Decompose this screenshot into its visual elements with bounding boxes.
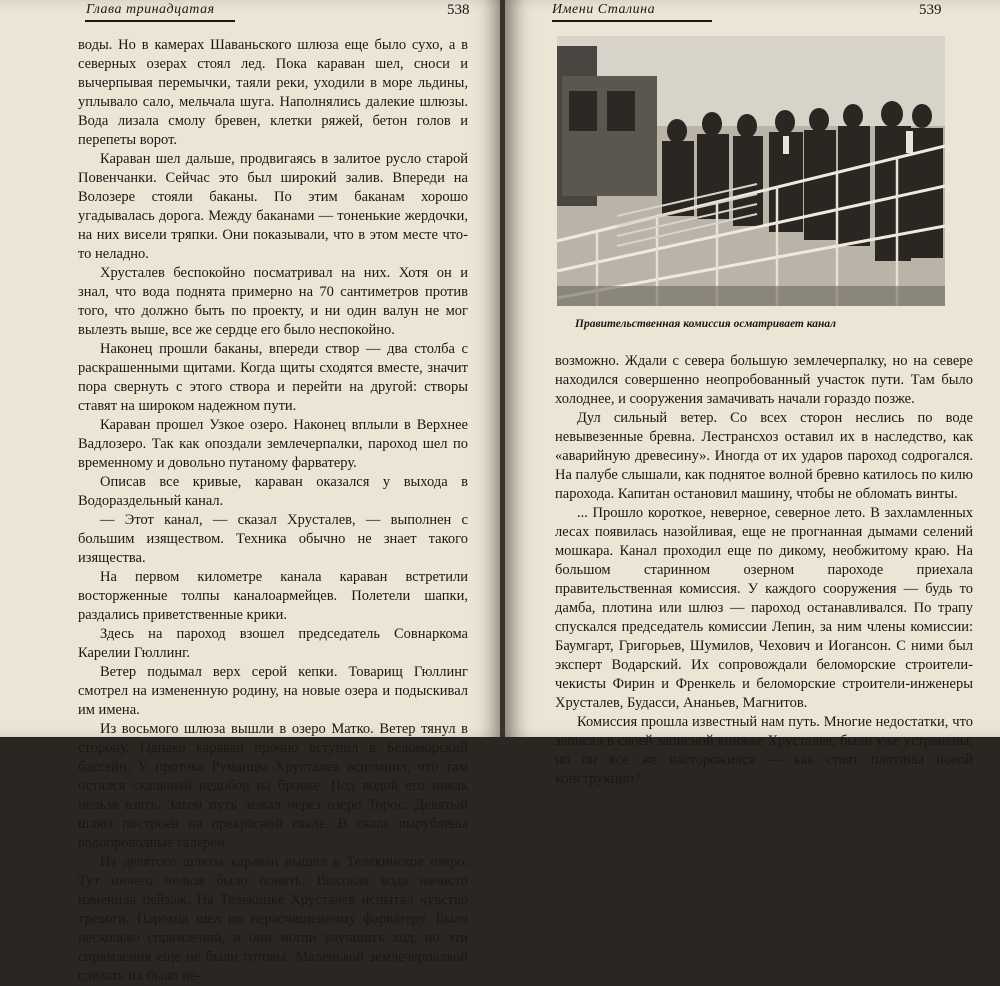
right-header-rule [552, 20, 712, 22]
paragraph: Дул сильный ветер. Со всех сторон неслись по воде невывезенные бревна. Лестрансхоз оставил их в наследство, как «аварийную древесину». Иногда от их ударов пароход содрогался. На палубе слышали, как поднятое волной бревно катилось по килю парохода. Капитан остановил машину, чтобы не обломать винты. [555, 410, 973, 502]
paragraph: Комиссия прошла известный нам путь. Многие недостатки, что записал в своей записной книжке Хрусталев, были уже устранены, но он все же насторожился — как стоят плотины новой конструкции? [555, 714, 973, 787]
commission-photo [557, 36, 945, 306]
left-running-head: Глава тринадцатая [86, 2, 215, 17]
paragraph: возможно. Ждали с севера большую землечерпалку, но на севере находился совершенно неопробованный участок пути. Там было холоднее, и сооружения замачивать начали гораздо позже. [555, 353, 973, 407]
photo-caption: Правительственная комиссия осматривает канал [575, 318, 837, 330]
right-running-head: Имени Сталина [552, 2, 656, 17]
right-page-text [555, 352, 973, 789]
paragraph: воды. Но в камерах Шаваньского шлюза еще было сухо, а в северных озерах стоял лед. Пока караван шел, сноси и вычерпывая перемычки, таяли реки, уходили в море льдины, уплывало сало, мельчала шуга. Наполнялись далекие шлюзы. Вода лизала смолу бревен, клетки ряжей, бетон голов и перепеты ворот. [78, 37, 468, 148]
paragraph: Из восьмого шлюза вышли в озеро Матко. Ветер тянул в сторону. Однако караван прочно вступил в Беломорский бассейн. У протока Руманцы Хрусталев вспомнил, что там остался скальный недобор на бровке. Под водой его никак нельзя взять. Затем путь лежал через озеро Торос. Девятый шлюз построен на прекрасной скале. В скале вырублены водопроводные галереи. [78, 721, 468, 851]
paragraph: Наконец прошли баканы, впереди створ — два столба с раскрашенными щитами. Когда щиты сходятся вместе, значит пора свернуть с этого створа и перейти на другой: створы ставят на широком надежном пути. [78, 341, 468, 414]
right-page-number: 539 [919, 2, 942, 18]
paragraph: Здесь на пароход взошел председатель Совнаркома Карелии Гюллинг. [78, 626, 468, 661]
paragraph: ... Прошло короткое, неверное, северное лето. В захламленных лесах появилась назойливая, еще не прогнанная дымами селений мошкара. Канал проходил еще по дикому, необжитому краю. На большом старинном озерном пароходе приехала правительственная комиссия. У каждого сооружения — будь то дамба, плотина или шлюз — пароход останавливался. По трапу спускался председатель комиссии Лепин, за ним члены комиссии: Баумгарт, Григорьев, Шумилов, Чехович и Иогансон. С ними был эксперт Водарский. Их сопровождали беломорские строители-чекисты Фирин и Френкель и беломорские строители-инженеры Хрусталев, Будасси, Ананьев, Магнитов. [555, 505, 973, 711]
paragraph: Ветер подымал верх серой кепки. Товарищ Гюллинг смотрел на измененную родину, на новые озера и подыскивал им имена. [78, 664, 468, 718]
left-page-text [78, 36, 468, 986]
photo-illustration [557, 36, 945, 306]
right-page [505, 0, 1000, 787]
paragraph: Караван шел дальше, продвигаясь в залитое русло старой Повенчанки. Сейчас это был широкий залив. Впереди на Волозере стояли баканы. По этим баканам хорошо угадывалась дорога. Между баканами — тоненькие жердочки, на них висели тряпки. Они показывали, что в этом месте что-то неладно. [78, 151, 468, 262]
left-header-rule [85, 20, 235, 22]
paragraph: Караван прошел Узкое озеро. Наконец вплыли в Верхнее Вадлозеро. Так как опоздали землечерпалки, пароход шел по временному и довольно путаному фарватеру. [78, 417, 468, 471]
paragraph: Описав все кривые, караван оказался у выхода в Водораздельный канал. [78, 474, 468, 509]
paragraph: — Этот канал, — сказал Хрусталев, — выполнен с большим изяществом. Техника обычно не знает такого изящества. [78, 512, 468, 566]
paragraph: Хрусталев беспокойно посматривал на них. Хотя он и знал, что вода поднята примерно на 70 сантиметров против того, что должно быть по проекту, и ни один валун не мог вылезть выше, все же сердце его было неспокойно. [78, 265, 468, 338]
left-page-number: 538 [447, 2, 470, 18]
paragraph: На первом километре канала караван встретили восторженные толпы каналоармейцев. Полетели шапки, раздались приветственные крики. [78, 569, 468, 623]
paragraph: Из девятого шлюза караван вышел в Телекинское озеро. Тут ничего нельзя было понять. Высокая вода начисто изменила пейзаж. На Телекинке Хрусталев испытал чувство тревоги. Пароход шел по нерасчищенному фарватеру. Было несколько спрямлений, и они могли улучшить ход, но эти спрямления еще не были готовы. Маленькой землечерпалкой сделать их было не- [78, 854, 468, 984]
